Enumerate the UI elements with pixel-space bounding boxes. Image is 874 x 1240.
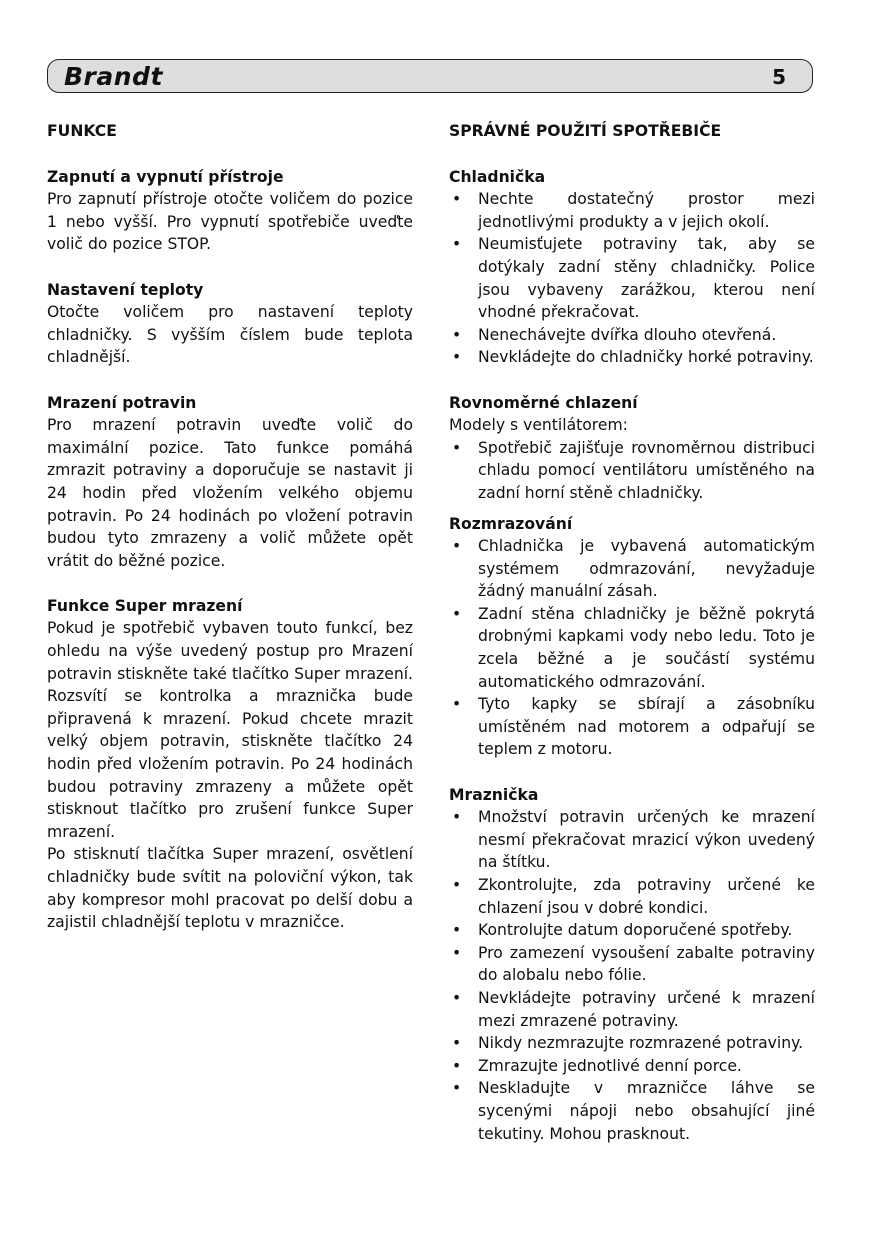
brand-logo: Brandt [64, 62, 163, 91]
list-item: • Zadní stěna chladničky je běžně pokrytá drobnými kapkami vody nebo ledu. Toto je zcela běžné a je součástí systému automatického odmrazování. [449, 603, 815, 693]
list-item: • Neumisťujete potraviny tak, aby se dotýkaly zadní stěny chladničky. Police jsou vybaveny zarážkou, kterou není vhodné překračovat. [449, 233, 815, 323]
list-item: • Nikdy nezmrazujte rozmrazené potraviny. [449, 1032, 815, 1055]
bullet-list [449, 437, 815, 505]
list-item: • Nechte dostatečný prostor mezi jednotlivými produkty a v jejich okolí. [449, 188, 815, 233]
subsection [47, 166, 413, 256]
left-column [47, 120, 413, 956]
list-item: • Tyto kapky se sbírají a zásobníku umístěném nad motorem a odpařují se teplem z motoru. [449, 693, 815, 761]
list-item: • Zkontrolujte, zda potraviny určené ke chlazení jsou v dobré kondici. [449, 874, 815, 919]
subsection [449, 784, 815, 1146]
list-item: • Neskladujte v mrazničce láhve se sycenými nápoji nebo obsahující jiné tekutiny. Mohou prasknout. [449, 1077, 815, 1145]
section-title: FUNKCE [47, 122, 117, 140]
subsection-heading: Rozmrazování [449, 514, 573, 533]
subsection-heading: Mraznička [449, 785, 539, 804]
subsection [449, 513, 815, 762]
bullet-list [449, 535, 815, 761]
intro-text: Modely s ventilátorem: [449, 416, 628, 435]
subsection-heading: Funkce Super mrazení [47, 596, 243, 615]
subsection [47, 392, 413, 573]
subsection [47, 279, 413, 369]
subsection-heading: Nastavení teploty [47, 280, 204, 299]
subsection-heading: Mrazení potravin [47, 393, 197, 412]
right-column [449, 120, 815, 1168]
list-item: • Zmrazujte jednotlivé denní porce. [449, 1055, 815, 1078]
paragraph: Pokud je spotřebič vybaven touto funkcí, bez ohledu na výše uvedený postup pro Mrazení potravin stiskněte také tlačítko Super mrazení. Rozsvítí se kontrolka a mraznička bude připravená k mrazení. Pokud chcete mrazit velký objem potravin, stiskněte tlačítko 24 hodin před vložením potravin. Po 24 hodinách budou potraviny zmrazeny a můžete opět stisknout tlačítko pro zrušení funkce Super mrazení. [47, 619, 413, 841]
subsection [449, 166, 815, 369]
list-item: • Pro zamezení vysoušení zabalte potraviny do alobalu nebo fólie. [449, 942, 815, 987]
paragraph: Pro zapnutí přístroje otočte voličem do pozice 1 nebo vyšší. Pro vypnutí spotřebiče uveďte volič do pozice STOP. [47, 190, 413, 254]
list-item: • Nevkládejte do chladničky horké potraviny. [449, 346, 815, 369]
subsection [47, 595, 413, 934]
bullet-list [449, 188, 815, 369]
list-item: • Kontrolujte datum doporučené spotřeby. [449, 919, 815, 942]
section-title: SPRÁVNÉ POUŽITÍ SPOTŘEBIČE [449, 122, 722, 140]
list-item: • Nevkládejte potraviny určené k mrazení mezi zmrazené potraviny. [449, 987, 815, 1032]
bullet-list [449, 806, 815, 1145]
subsection-heading: Chladnička [449, 167, 546, 186]
subsection [449, 392, 815, 505]
subsection-heading: Zapnutí a vypnutí přístroje [47, 167, 284, 186]
page-number: 5 [772, 65, 786, 89]
subsection-heading: Rovnoměrné chlazení [449, 393, 638, 412]
list-item: • Spotřebič zajišťuje rovnoměrnou distribuci chladu pomocí ventilátoru umístěného na zadní horní stěně chladničky. [449, 437, 815, 505]
paragraph: Po stisknutí tlačítka Super mrazení, osvětlení chladničky bude svítit na poloviční výkon, tak aby kompresor mohl pracovat po delší dobu a zajistil chladnější teplotu v mrazničce. [47, 845, 413, 932]
paragraph: Pro mrazení potravin uveďte volič do maximální pozice. Tato funkce pomáhá zmrazit potraviny a doporučuje se nastavit ji 24 hodin před vložením velkého objemu potravin. Po 24 hodinách po vložení potravin budou tyto zmrazeny a volič můžete opět vrátit do běžné pozice. [47, 416, 413, 570]
list-item: • Množství potravin určených ke mrazení nesmí překračovat mrazicí výkon uvedený na štítku. [449, 806, 815, 874]
list-item: • Nenechávejte dvířka dlouho otevřená. [449, 324, 815, 347]
paragraph: Otočte voličem pro nastavení teploty chladničky. S vyšším číslem bude teplota chladnější. [47, 303, 413, 367]
page-header [47, 59, 813, 93]
list-item: • Chladnička je vybavená automatickým systémem odmrazování, nevyžaduje žádný manuální zásah. [449, 535, 815, 603]
